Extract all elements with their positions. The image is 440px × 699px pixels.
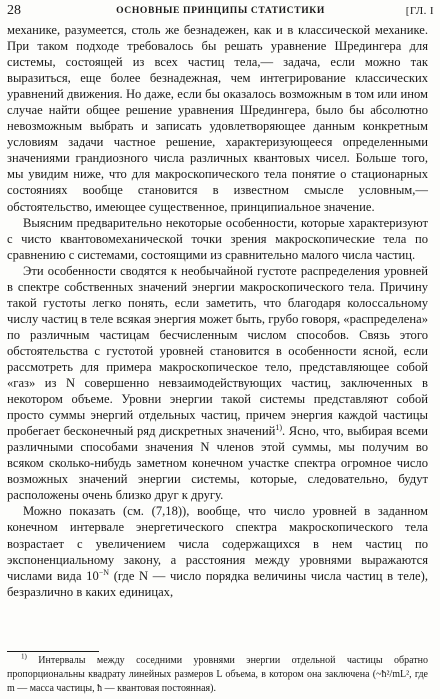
page-number: 28 bbox=[7, 3, 21, 18]
footnote-text-end: , где m — масса частицы, ħ — квантовая постоянная). bbox=[7, 669, 428, 694]
footnote-formula: ħ²/mL² bbox=[381, 669, 410, 680]
chapter-label: [ГЛ. I bbox=[405, 5, 434, 17]
paragraph-4-continuation: (где N — число порядка величины числа частиц в теле), безразлично в каких единицах, bbox=[7, 568, 428, 599]
footnote bbox=[7, 654, 428, 696]
running-title: ОСНОВНЫЕ ПРИНЦИПЫ СТАТИСТИКИ bbox=[116, 5, 325, 16]
footnote-text-start: Интервалы между соседними уровнями энергии отдельной частицы обратно пропорциональны квадрату линейных размеров L объема, в котором она заключена (~ bbox=[7, 655, 429, 680]
paragraph-3-text: Эти особенности сводятся к необычайной густоте распределения уровней в спектре собственных значений энергии макроскопического тела. Причину такой густоты легко понять, если заметить, что благодаря колоссальному числу частиц в теле всякая энергия может быть, грубо говоря, «распределена» по различным частицам бесчисленным числом способов. Связь этого обстоятельства с густотой уровней становится в особенности ясной, если рассмотреть для примера макроскопическое тело, представляющее собой «газ» из N совершенно невзаимодействующих частиц, заключенных в некотором объеме. Уровни энергии такой системы представляют собой просто суммы энергий отдельных частиц, причем энергия каждой частицы пробегает бесконечный ряд дискретных значений bbox=[7, 263, 428, 439]
paragraph-4-text: Можно показать (см. (7,18)), вообще, что число уровней в заданном конечном интервале энергетического спектра макроскопического тела возрастает с увеличением числа содержащихся в нем частиц по экспоненциальному закону, а расстояния между уровнями выражаются числами вида 10 bbox=[7, 504, 428, 583]
exponent-minus-n: −N bbox=[98, 567, 110, 577]
footnote-marker: 1) bbox=[21, 652, 27, 661]
paragraph-2: Выясним предварительно некоторые особенности, которые характеризуют с чисто квантовомеханической точки зрения макроскопические тела по сравнению с системами, состоящими из сравнительно малого числа частиц. bbox=[7, 215, 428, 262]
paragraph-3-continuation: Ясно, что, выбирая всеми различными способами значения N членов этой суммы, мы получим во всяком сколько-нибудь заметном конечном участке спектра огромное число возможных значений энергии системы, которые, следовательно, будут расположены очень близко друг к другу. bbox=[7, 424, 429, 503]
paragraph-4 bbox=[7, 503, 428, 599]
paragraph-1: механике, разумеется, столь же безнадежен, как и в классической механике. При таком подходе требовалось бы решать уравнение Шредингера для системы, состоящей из всех частиц тела,— задача, если можно так выразиться, еще более безнадежная, чем интегрирование классических уравнений движения. Но даже, если бы оказалось возможным в том или ином случае найти общее решение уравнения Шредингера, было бы абсолютно невозможным выбрать и записать удовлетворяющее данным конкретным условиям задачи частное решение, характеризующееся определенными значениями грандиозного числа различных квантовых чисел. Больше того, мы увидим ниже, что для макроскопического тела понятие о стационарных состояниях вообще становится в известном смысле условным,— обстоятельство, имеющее существенное, принципиальное значение. bbox=[7, 23, 428, 214]
body-text bbox=[7, 22, 428, 600]
footnote-reference: 1) bbox=[275, 422, 283, 432]
page-header bbox=[7, 1, 434, 21]
paragraph-3: Эти особенности сводятся к необычайной густоте распределения уровней в спектре собственных значений энергии макроскопического тела. Причину такой густоты легко понять, если заметить, что благодаря колоссальному числу частиц в теле всякая энергия может быть, грубо говоря, «распределена» по различным частицам бесчисленным числом способов. Связь этого обстоятельства с густотой уровней становится в особенности ясной, если рассмотреть для примера макроскопическое тело, представляющее собой «газ» из N совершенно невзаимодействующих частиц, заключенных в некотором объеме. Уровни энергии такой системы представляют собой просто суммы энергий отдельных частиц, причем энергия каждой частицы пробегает бесконечный ряд дискретных значений$^{1)}$. Ясно, что, выбирая всеми различными способами значения N членов этой суммы, мы получим во всяком сколько-нибудь заметном конечном участке спектра огромное число возможных значений энергии системы, которые, следовательно, будут расположены очень близко друг к другу. bbox=[7, 263, 429, 503]
